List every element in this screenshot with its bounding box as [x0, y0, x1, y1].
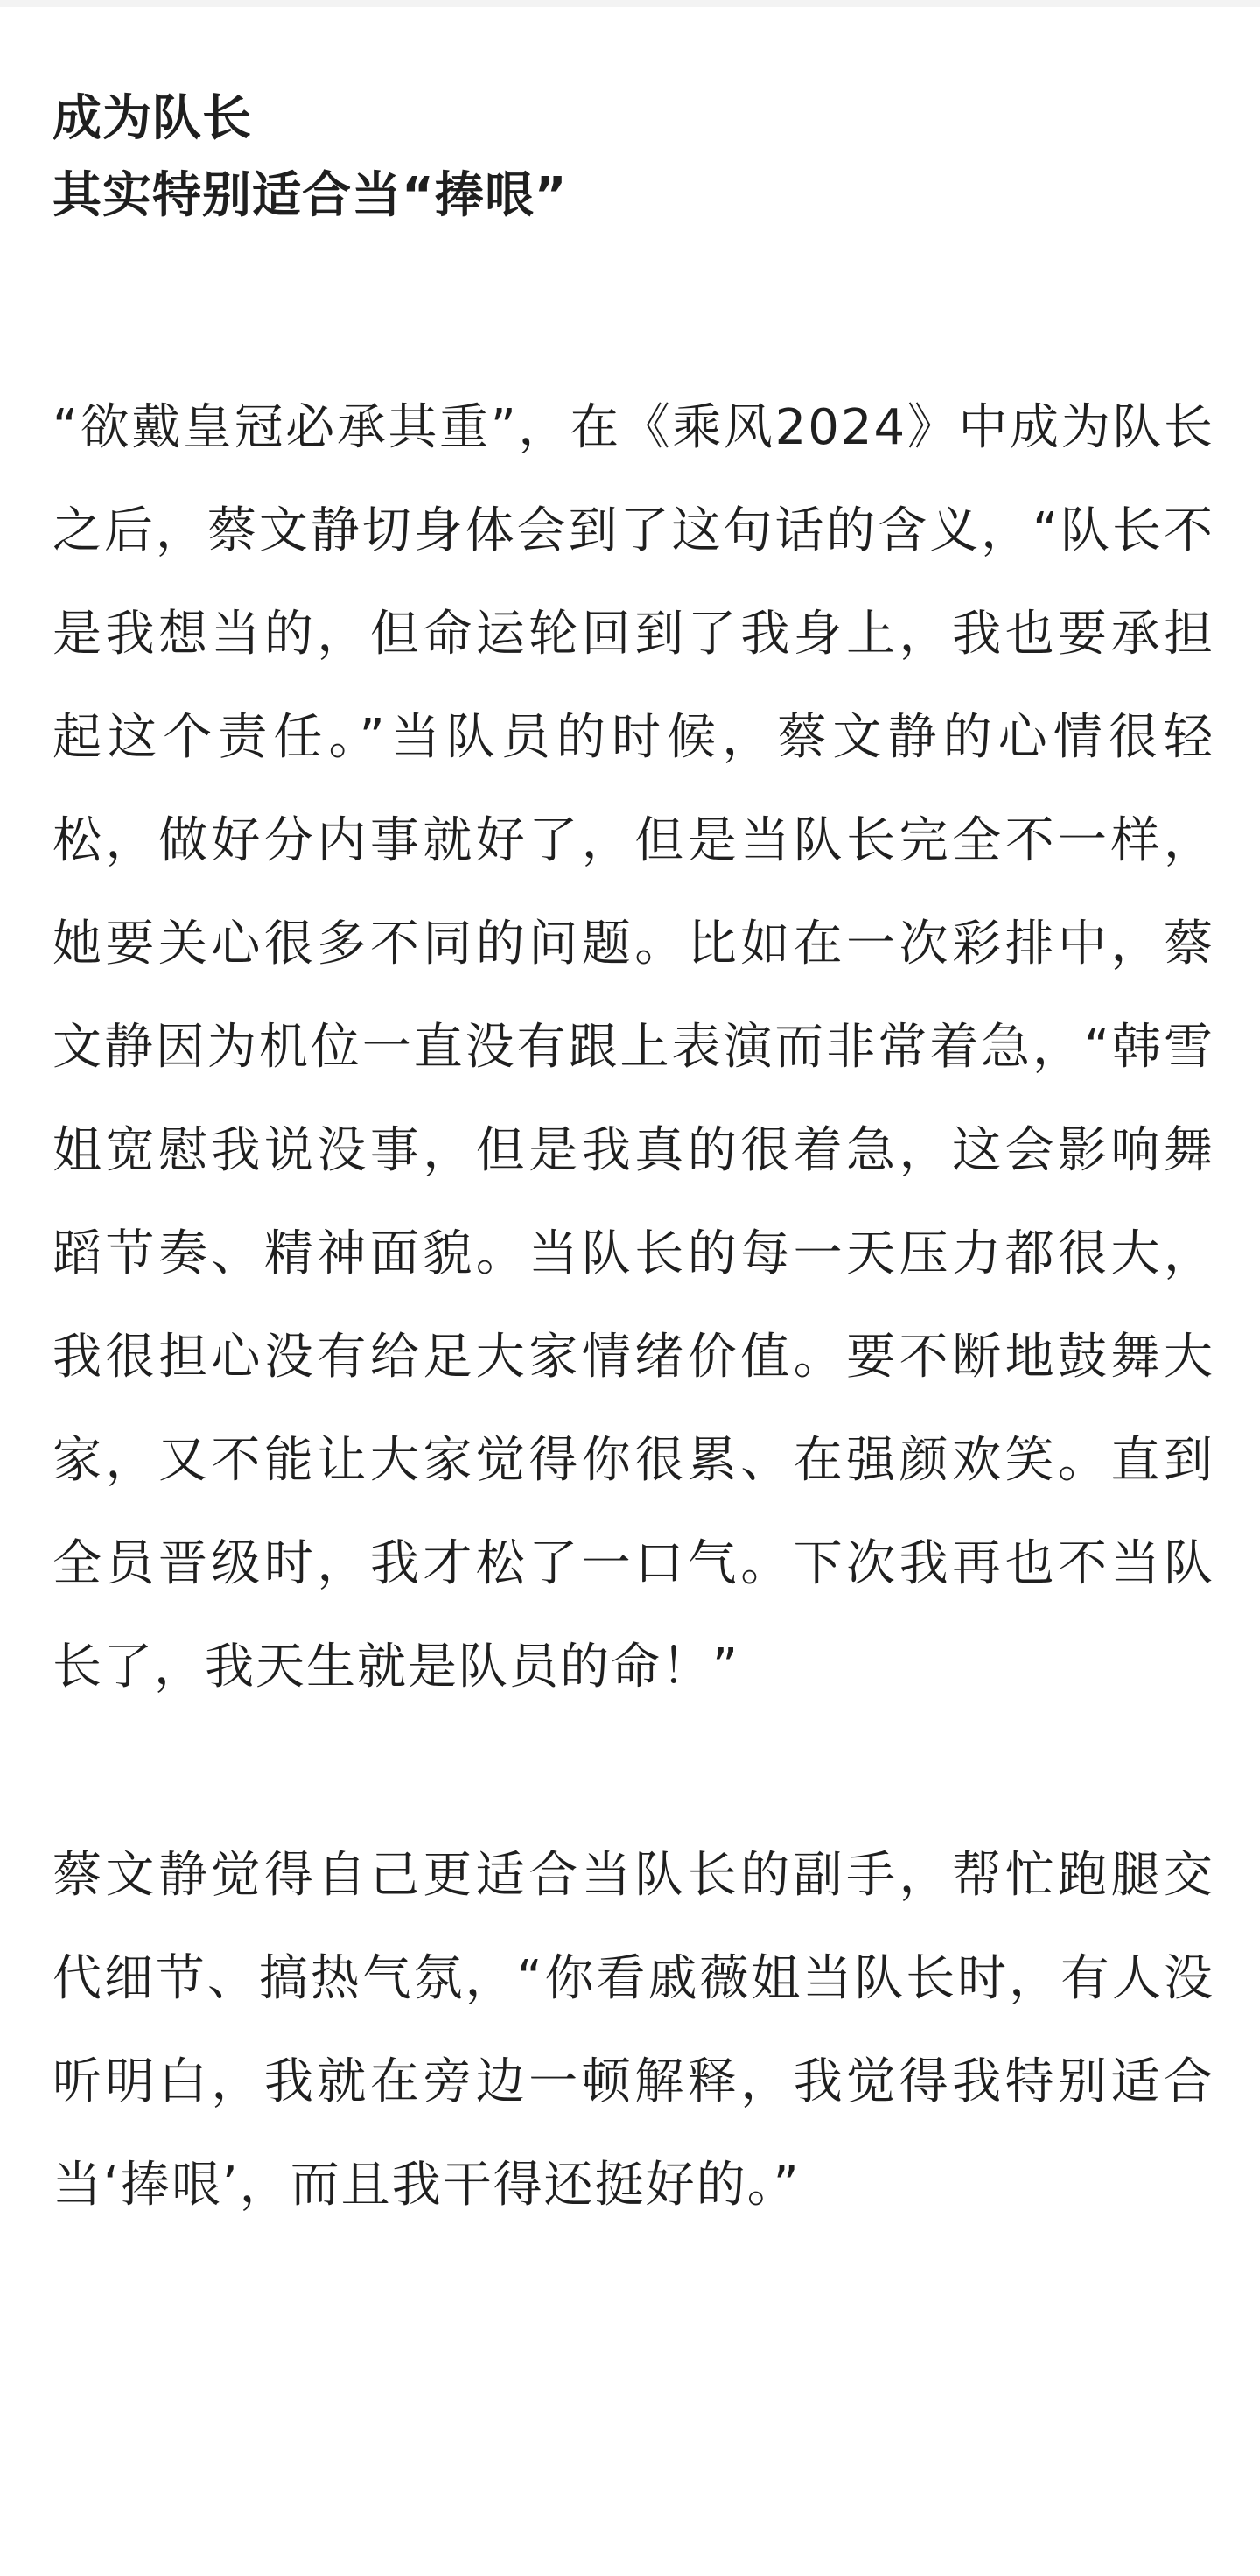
paragraph-1: “欲戴皇冠必承其重”，在《乘风2024》中成为队长之后，蔡文静切身体会到了这句话的含义，“队长不是我想当的，但命运轮回到了我身上，我也要承担起这个责任。”当队员的时候，蔡文静的心情很轻松，做好分内事就好了，但是当队长完全不一样，她要关心很多不同的问题。比如在一次彩排中，蔡文静因为机位一直没有跟上表演而非常着急，“韩雪姐宽慰我说没事，但是我真的很着急，这会影响舞蹈节奏、精神面貌。当队长的每一天压力都很大，我很担心没有给足大家情绪价值。要不断地鼓舞大家，又不能让大家觉得你很累、在强颜欢笑。直到全员晋级时，我才松了一口气。下次我再也不当队长了，我天生就是队员的命！”: [52, 399, 1214, 1695]
section-heading-line-2: 其实特别适合当“捧哏”: [52, 167, 568, 224]
article-body: [52, 81, 1214, 2237]
section-heading: [52, 81, 1214, 235]
section-heading-line-1: 成为队长: [52, 90, 252, 147]
spacer: [52, 235, 1214, 376]
paragraph-2: 蔡文静觉得自己更适合当队长的副手，帮忙跑腿交代细节、搞热气氛，“你看戚薇姐当队长时，有人没听明白，我就在旁边一顿解释，我觉得我特别适合当‘捧哏’，而且我干得还挺好的。”: [52, 1847, 1214, 2214]
top-divider: [0, 0, 1260, 7]
spacer: [52, 1719, 1214, 1824]
